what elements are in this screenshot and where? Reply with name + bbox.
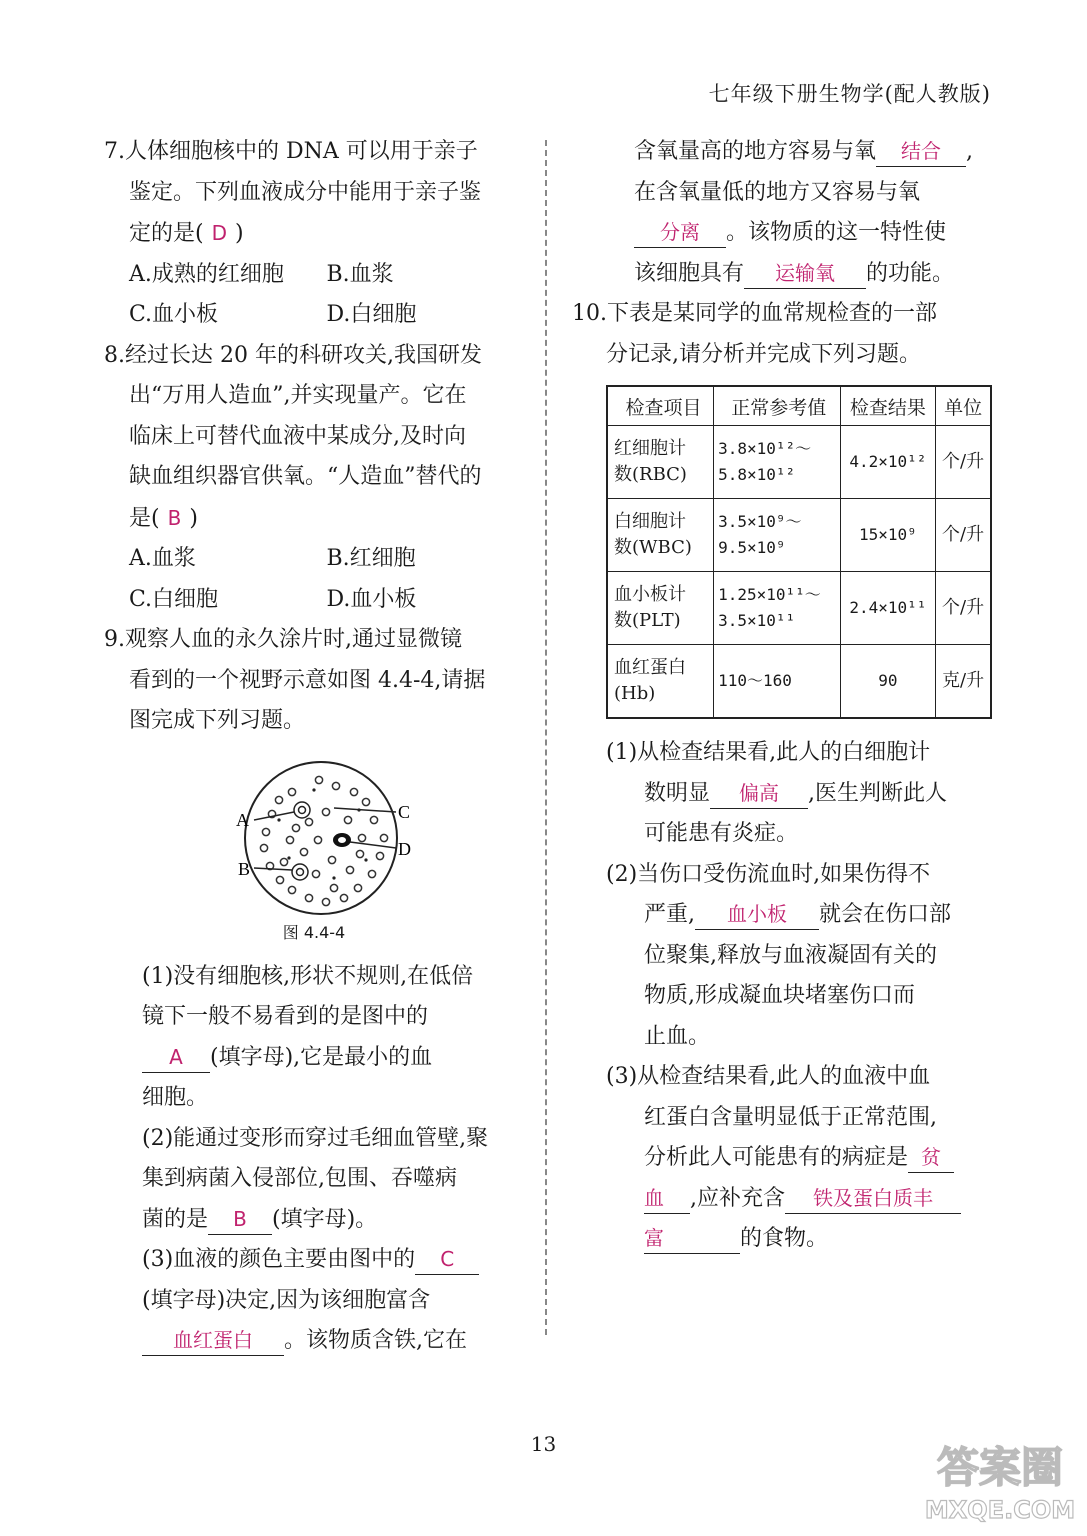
q10-sub3-line: 血 ,应补充含 铁及蛋白质丰 [572, 1179, 992, 1220]
table-cell: 2.4×10¹¹ [840, 572, 936, 645]
q7-option-d: D.白细胞 [326, 302, 417, 327]
table-header: 检查结果 [840, 386, 936, 426]
table-cell: 15×10⁹ [840, 499, 936, 572]
q8-options-row [104, 580, 524, 621]
left-column [104, 132, 524, 1362]
q8-line: 缺血组织器官供氧。“人造血”替代的 [129, 464, 482, 489]
q8-line: 临床上可替代血液中某成分,及时向 [129, 423, 466, 449]
red-blood-cell [350, 788, 357, 795]
table-row [607, 645, 991, 719]
table-row [607, 426, 991, 499]
q10-sub3-line: 红蛋白含量明显低于正常范围, [644, 1104, 937, 1130]
q10-sub2-line: 严重, 血小板 就会在伤口部 [572, 895, 992, 936]
q10-3-answer-blank-1b: 血 [644, 1183, 690, 1214]
table-cell: 血红蛋白 (Hb) [607, 645, 714, 719]
column-divider [545, 140, 547, 1335]
q8-option-a: A.血浆 [129, 546, 196, 571]
table-cell: 个/升 [936, 572, 991, 645]
page-header: 七年级下册生物学(配人教版) [708, 82, 991, 106]
table-cell: 4.2×10¹² [840, 426, 936, 499]
red-blood-cell [376, 852, 383, 859]
q9-3-answer-blank-2: 血红蛋白 [142, 1325, 284, 1356]
blood-smear-figure [104, 750, 524, 918]
q10-3-answer-blank-2b: 富 [644, 1223, 740, 1254]
red-blood-cell [314, 836, 321, 843]
q10-sub1-line: (1)从检查结果看,此人的白细胞计 [606, 740, 931, 765]
q10-sub2-line: 物质,形成凝血块堵塞伤口而 [644, 983, 915, 1008]
q10-sub2-line: (2)当伤口受伤流血时,如果伤得不 [606, 861, 931, 887]
question-8 [104, 336, 524, 621]
q7-options-row [104, 255, 524, 296]
red-blood-cell [275, 796, 282, 803]
q10-sub1-line: 数明显 偏高 ,医生判断此人 [572, 774, 992, 815]
red-blood-cell [322, 808, 329, 815]
red-blood-cell [280, 858, 287, 865]
table-cell: 110～160 [714, 645, 840, 719]
q7-option-a: A.成熟的红细胞 [129, 261, 284, 287]
figure-caption: 图 4.4-4 [282, 922, 346, 942]
red-blood-cell [362, 798, 369, 805]
figure-label-b: B [238, 858, 251, 879]
q8-answer: B [167, 505, 182, 530]
red-blood-cell [315, 776, 322, 783]
table-header-row [607, 386, 991, 426]
q9-sub1-line: (1)没有细胞核,形状不规则,在低倍 [142, 963, 474, 989]
red-blood-cell [288, 886, 295, 893]
table-cell: 3.8×10¹²～ 5.8×10¹² [714, 426, 840, 499]
q8-line: 是( B ) [129, 505, 198, 531]
q7-answer: D [211, 221, 227, 245]
red-blood-cell [356, 850, 363, 857]
red-blood-cell [344, 816, 351, 823]
q9-sub2-line: 集到病菌入侵部位,包围、吞噬病 [142, 1166, 457, 1191]
q10-line: 分记录,请分析并完成下列习题。 [606, 341, 921, 367]
q9-3-answer-blank-1: C [415, 1244, 479, 1275]
q8-option-d: D.血小板 [326, 586, 417, 612]
red-blood-cell [340, 894, 347, 901]
red-blood-cell [312, 870, 319, 877]
figure-label-d: D [398, 838, 411, 859]
q9-sub3-cont-line: 在含氧量低的地方又容易与氧 [634, 179, 921, 205]
q7-line: 鉴定。下列血液成分中能用于亲子鉴 [129, 179, 482, 205]
figure-label-a: A [236, 809, 249, 830]
watermark-text: 答案圈 [936, 1443, 1064, 1492]
red-blood-cell [358, 834, 365, 841]
table-cell: 红细胞计 数(RBC) [607, 426, 714, 499]
q10-sub2-line: 止血。 [644, 1023, 711, 1049]
q9-sub1-line: 细胞。 [142, 1085, 209, 1110]
red-blood-cell [300, 848, 307, 855]
q9-sub3-line: 血红蛋白 。该物质含铁,它在 [104, 1321, 524, 1362]
red-blood-cell [262, 828, 269, 835]
red-blood-cell [305, 818, 312, 825]
q10-sub3-line: 分析此人可能患有的病症是 贫 [572, 1138, 992, 1179]
q10-3-answer-blank-1a: 贫 [908, 1142, 954, 1173]
red-blood-cell [368, 870, 375, 877]
q10-1-answer-blank: 偏高 [710, 778, 808, 809]
page-number: 13 [530, 1432, 557, 1456]
red-blood-cell [370, 816, 377, 823]
q9-3-answer-blank-5: 运输氧 [744, 258, 866, 289]
q9-sub3-line: (3)血液的颜色主要由图中的 C [104, 1240, 524, 1281]
q9-line: 9.观察人血的永久涂片时,通过显微镜 [104, 627, 462, 652]
q9-sub3-cont-line: 含氧量高的地方容易与氧 结合 , [572, 132, 992, 173]
table-header: 单位 [936, 386, 991, 426]
red-blood-cell [322, 898, 329, 905]
blood-test-table [606, 385, 992, 719]
blood-smear-diagram [104, 750, 524, 918]
red-blood-cell [286, 836, 293, 843]
q9-1-answer-blank: A [142, 1042, 210, 1073]
q10-3-answer-blank-2a: 铁及蛋白质丰 [785, 1183, 961, 1214]
q9-line: 图完成下列习题。 [129, 708, 306, 733]
table-cell: 个/升 [936, 426, 991, 499]
red-blood-cell [330, 884, 337, 891]
q7-line: 7.人体细胞核中的 DNA 可以用于亲子 [104, 139, 478, 164]
table-cell: 1.25×10¹¹～ 3.5×10¹¹ [714, 572, 840, 645]
q9-sub2-line: 菌的是 B (填字母)。 [104, 1200, 524, 1241]
table-cell: 90 [840, 645, 936, 719]
red-blood-cell [276, 876, 283, 883]
q10-line: 10.下表是某同学的血常规检查的一部 [572, 301, 937, 326]
q7-options-row [104, 295, 524, 336]
q10-2-answer-blank: 血小板 [695, 899, 819, 930]
q10-sub3-line: (3)从检查结果看,此人的血液中血 [606, 1064, 931, 1089]
q7-line: 定的是( D ) [129, 221, 244, 246]
red-blood-cell [354, 884, 361, 891]
table-cell: 3.5×10⁹～ 9.5×10⁹ [714, 499, 840, 572]
q8-options-row [104, 539, 524, 580]
red-blood-cell [292, 824, 299, 831]
q8-option-b: B.红细胞 [326, 546, 416, 571]
table-cell: 个/升 [936, 499, 991, 572]
question-7 [104, 132, 524, 336]
q9-line: 看到的一个视野示意如图 4.4-4,请据 [129, 667, 486, 693]
watermark-logo [925, 1436, 1075, 1526]
red-blood-cell [332, 782, 339, 789]
q7-option-c: C.血小板 [129, 302, 219, 327]
right-column [572, 132, 992, 1260]
red-blood-cell [305, 894, 312, 901]
table-row [607, 499, 991, 572]
red-blood-cell [260, 844, 267, 851]
q8-line: 8.经过长达 20 年的科研攻关,我国研发 [104, 342, 482, 368]
q9-sub1-line: 镜下一般不易看到的是图中的 [142, 1004, 429, 1029]
table-cell: 血小板计 数(PLT) [607, 572, 714, 645]
table-header: 检查项目 [607, 386, 714, 426]
question-10 [572, 294, 992, 1260]
watermark-url: MXQE.COM [925, 1496, 1075, 1524]
question-9 [104, 620, 524, 1362]
q9-sub3-line: (填字母)决定,因为该细胞富含 [142, 1287, 431, 1313]
q9-sub1-line: A (填字母),它是最小的血 [104, 1038, 524, 1079]
q10-sub3-line: 富 的食物。 [572, 1219, 992, 1260]
q9-2-answer-blank: B [208, 1204, 272, 1235]
red-blood-cell [346, 866, 353, 873]
q9-sub3-cont-line: 该细胞具有 运输氧 的功能。 [572, 254, 992, 295]
red-blood-cell [380, 834, 387, 841]
q8-option-c: C.白细胞 [129, 586, 219, 612]
q9-3-answer-blank-3: 结合 [876, 136, 966, 167]
table-cell: 克/升 [936, 645, 991, 719]
table-header: 正常参考值 [714, 386, 840, 426]
q9-3-answer-blank-4: 分离 [634, 217, 726, 248]
table-row [607, 572, 991, 645]
figure-label-c: C [398, 801, 411, 822]
q7-option-b: B.血浆 [326, 261, 394, 287]
q10-sub2-line: 位聚集,释放与血液凝固有关的 [644, 942, 937, 968]
table-cell: 白细胞计 数(WBC) [607, 499, 714, 572]
q9-sub2-line: (2)能通过变形而穿过毛细血管壁,聚 [142, 1125, 489, 1151]
q10-sub1-line: 可能患有炎症。 [644, 821, 799, 846]
red-blood-cell [288, 788, 295, 795]
q8-line: 出“万用人造血”,并实现量产。它在 [129, 383, 467, 408]
q9-sub3-cont-line: 分离 。该物质的这一特性使 [572, 213, 992, 254]
red-blood-cell [328, 856, 335, 863]
